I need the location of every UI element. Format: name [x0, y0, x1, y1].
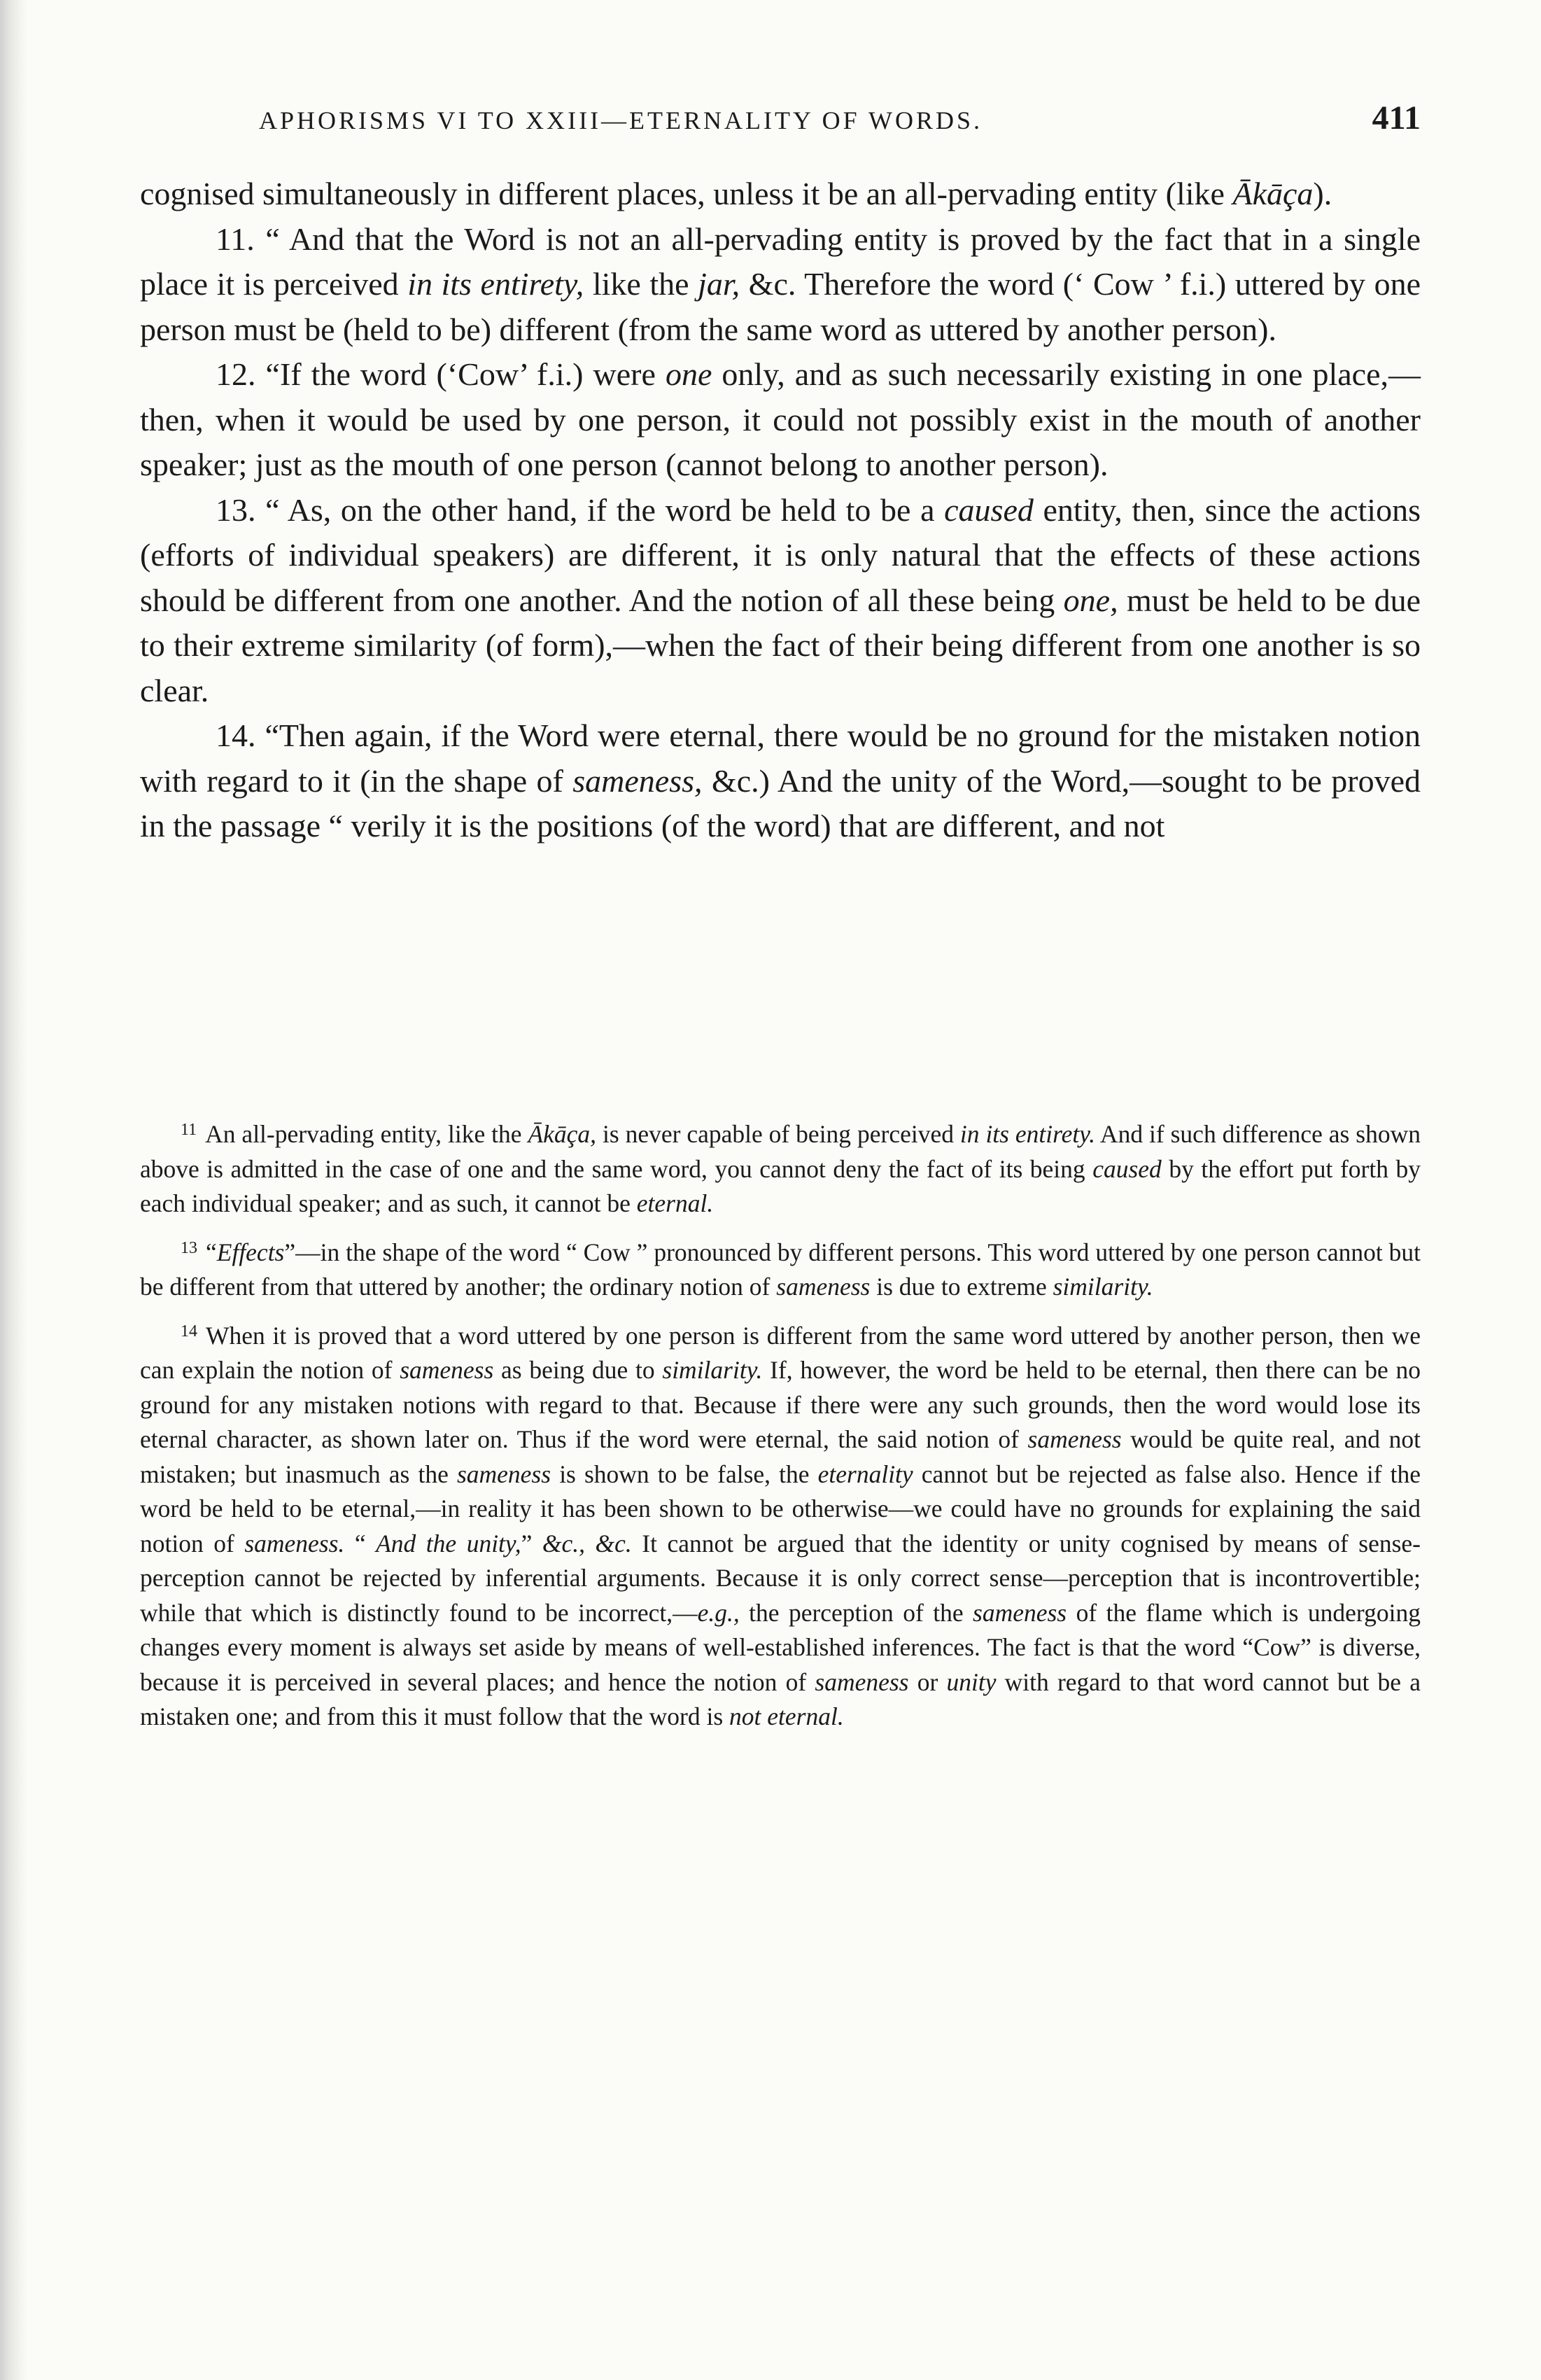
italic-run: And the unity,	[376, 1529, 521, 1558]
text-run: is shown to be false, the	[551, 1460, 818, 1488]
footnote-11	[140, 1113, 1421, 1222]
paragraph-11	[140, 217, 1421, 353]
text-run: 11. “ And that the Word is not an all-pervading entity is proved by the fact that in a single place it is perceived	[140, 220, 1421, 302]
text-run: ”—in the shape of the word “ Cow ” pronounced by different persons. This word uttered by one person cannot but be different from that uttered by another; the ordinary notion of	[140, 1238, 1421, 1301]
italic-run: jar,	[698, 266, 740, 302]
paragraph-13	[140, 488, 1421, 714]
italic-run: sameness	[776, 1273, 871, 1301]
italic-run: Ākāça	[1232, 176, 1314, 211]
text-run: If, however, the word be held to be eternal, then there can be no ground for any mistaken notions with regard to that. Because if there were any such grounds, then the word would lose its eternal character, as shown later on. Thus if the word were eternal, the said notion of	[140, 1356, 1421, 1453]
text-run: by the effort put forth by each individual speaker; and as such, it cannot be	[140, 1154, 1421, 1217]
italic-run: caused	[1092, 1154, 1162, 1183]
text-run: When it is proved that a word uttered by one person is different from the same word uttered by another person, then we can explain the notion of	[140, 1321, 1421, 1384]
italic-run: sameness.	[244, 1529, 345, 1558]
italic-run: similarity.	[1053, 1273, 1153, 1301]
text-run: of the flame which is undergoing changes every moment is always set aside by means of well-established inferences. The fact is that the word “Cow” is diverse, because it is perceived in several places; and hence the notion of	[140, 1598, 1421, 1696]
text-run: “	[344, 1529, 377, 1558]
running-head	[140, 94, 1421, 144]
text-run: cognised simultaneously in different places, unless it be an all-pervading entity (like	[140, 176, 1233, 211]
text-run: as being due to	[493, 1356, 663, 1384]
binding-edge	[0, 0, 28, 2380]
page-number: 411	[1372, 99, 1421, 136]
italic-run: eternal.	[636, 1189, 714, 1217]
text-run: It cannot be argued that the identity or unity cognised by means of sense-perception cannot be rejected by inferential arguments. Because it is only correct sense—perception that is incontrovertible; while that which is distinctly found to be incorrect,—	[140, 1529, 1421, 1627]
italic-run: caused	[944, 491, 1034, 528]
text-run: ).	[1313, 176, 1332, 211]
main-text	[140, 172, 1421, 849]
italic-run: Effects	[216, 1238, 285, 1266]
italic-run: in its entirety.	[959, 1120, 1095, 1148]
text-run: 13. “ As, on the other hand, if the word be held to be a	[216, 491, 945, 528]
text-run: is never capable of being perceived	[596, 1120, 960, 1148]
text-run: cannot but be rejected as false also. Hence if the word be held to be eternal,—in reality it has been shown to be otherwise—we could have no grounds for explaining the said notion of	[140, 1460, 1421, 1558]
text-run: “	[206, 1238, 217, 1266]
text-run: or	[908, 1667, 947, 1696]
italic-run: sameness	[400, 1356, 494, 1384]
italic-run: &c., &c.	[542, 1529, 632, 1558]
footnotes	[140, 1113, 1421, 1744]
text-run: &c.) And the unity of the Word,—sought to be proved in the passage “ verily it is the positions (of the word) that are different, and not	[140, 762, 1421, 844]
footnote-14	[140, 1315, 1421, 1735]
text-run: is due to extreme	[870, 1273, 1053, 1301]
italic-run: one,	[1063, 582, 1118, 618]
italic-run: sameness,	[572, 762, 703, 799]
italic-run: sameness	[456, 1460, 551, 1488]
italic-run: in its entirety,	[407, 266, 584, 302]
italic-run: not eternal.	[729, 1702, 844, 1730]
italic-run: similarity.	[662, 1356, 763, 1384]
italic-run: eternality	[817, 1460, 913, 1488]
text-run: like the	[584, 266, 698, 302]
text-run: only, and as such necessarily existing in one place,—then, when it would be used by one person, it could not possibly exist in the mouth of another speaker; just as the mouth of one person (cannot belong to another person).	[140, 356, 1421, 482]
italic-run: e.g.,	[697, 1598, 740, 1627]
footnote-mark: 14	[181, 1322, 197, 1340]
text-run: An all-pervading entity, like the	[205, 1120, 528, 1148]
italic-run: sameness	[815, 1667, 909, 1696]
footnote-mark: 11	[181, 1121, 197, 1139]
italic-run: sameness	[1027, 1425, 1122, 1453]
italic-run: Ākāça,	[528, 1120, 597, 1148]
footnote-13	[140, 1231, 1421, 1305]
text-run: the perception of the	[739, 1598, 973, 1627]
paragraph-12	[140, 352, 1421, 488]
running-title: APHORISMS VI TO XXIII—ETERNALITY OF WORDS.	[259, 106, 983, 134]
text-run: would be quite real, and not mistaken; but inasmuch as the	[140, 1425, 1421, 1488]
text-run: And if such difference as shown above is admitted in the case of one and the same word, you cannot deny the fact of its being	[140, 1120, 1421, 1183]
paragraph-continuation	[140, 172, 1421, 217]
text-run: 14. “Then again, if the Word were eternal, there would be no ground for the mistaken notion with regard to it (in the shape of	[140, 718, 1421, 799]
text-run: &c. Therefore the word (‘ Cow ’ f.i.) uttered by one person must be (held to be) different (from the same word as uttered by another person).	[140, 266, 1421, 347]
italic-run: one	[665, 356, 712, 392]
italic-run: unity	[946, 1667, 997, 1696]
text-run: must be held to be due to their extreme similarity (of form),—when the fact of their being different from one another is so clear.	[140, 582, 1421, 708]
text-run: ”	[521, 1529, 542, 1558]
italic-run: sameness	[973, 1598, 1067, 1627]
paragraph-14	[140, 713, 1421, 849]
text-run: with regard to that word cannot but be a mistaken one; and from this it must follow that the word is	[140, 1667, 1421, 1730]
text-run: 12. “If the word (‘Cow’ f.i.) were	[216, 356, 666, 392]
text-run: entity, then, since the actions (efforts of individual speakers) are different, it is only natural that the effects of these actions should be different from one another. And the notion of all these being	[140, 491, 1421, 618]
footnote-mark: 13	[181, 1238, 197, 1257]
